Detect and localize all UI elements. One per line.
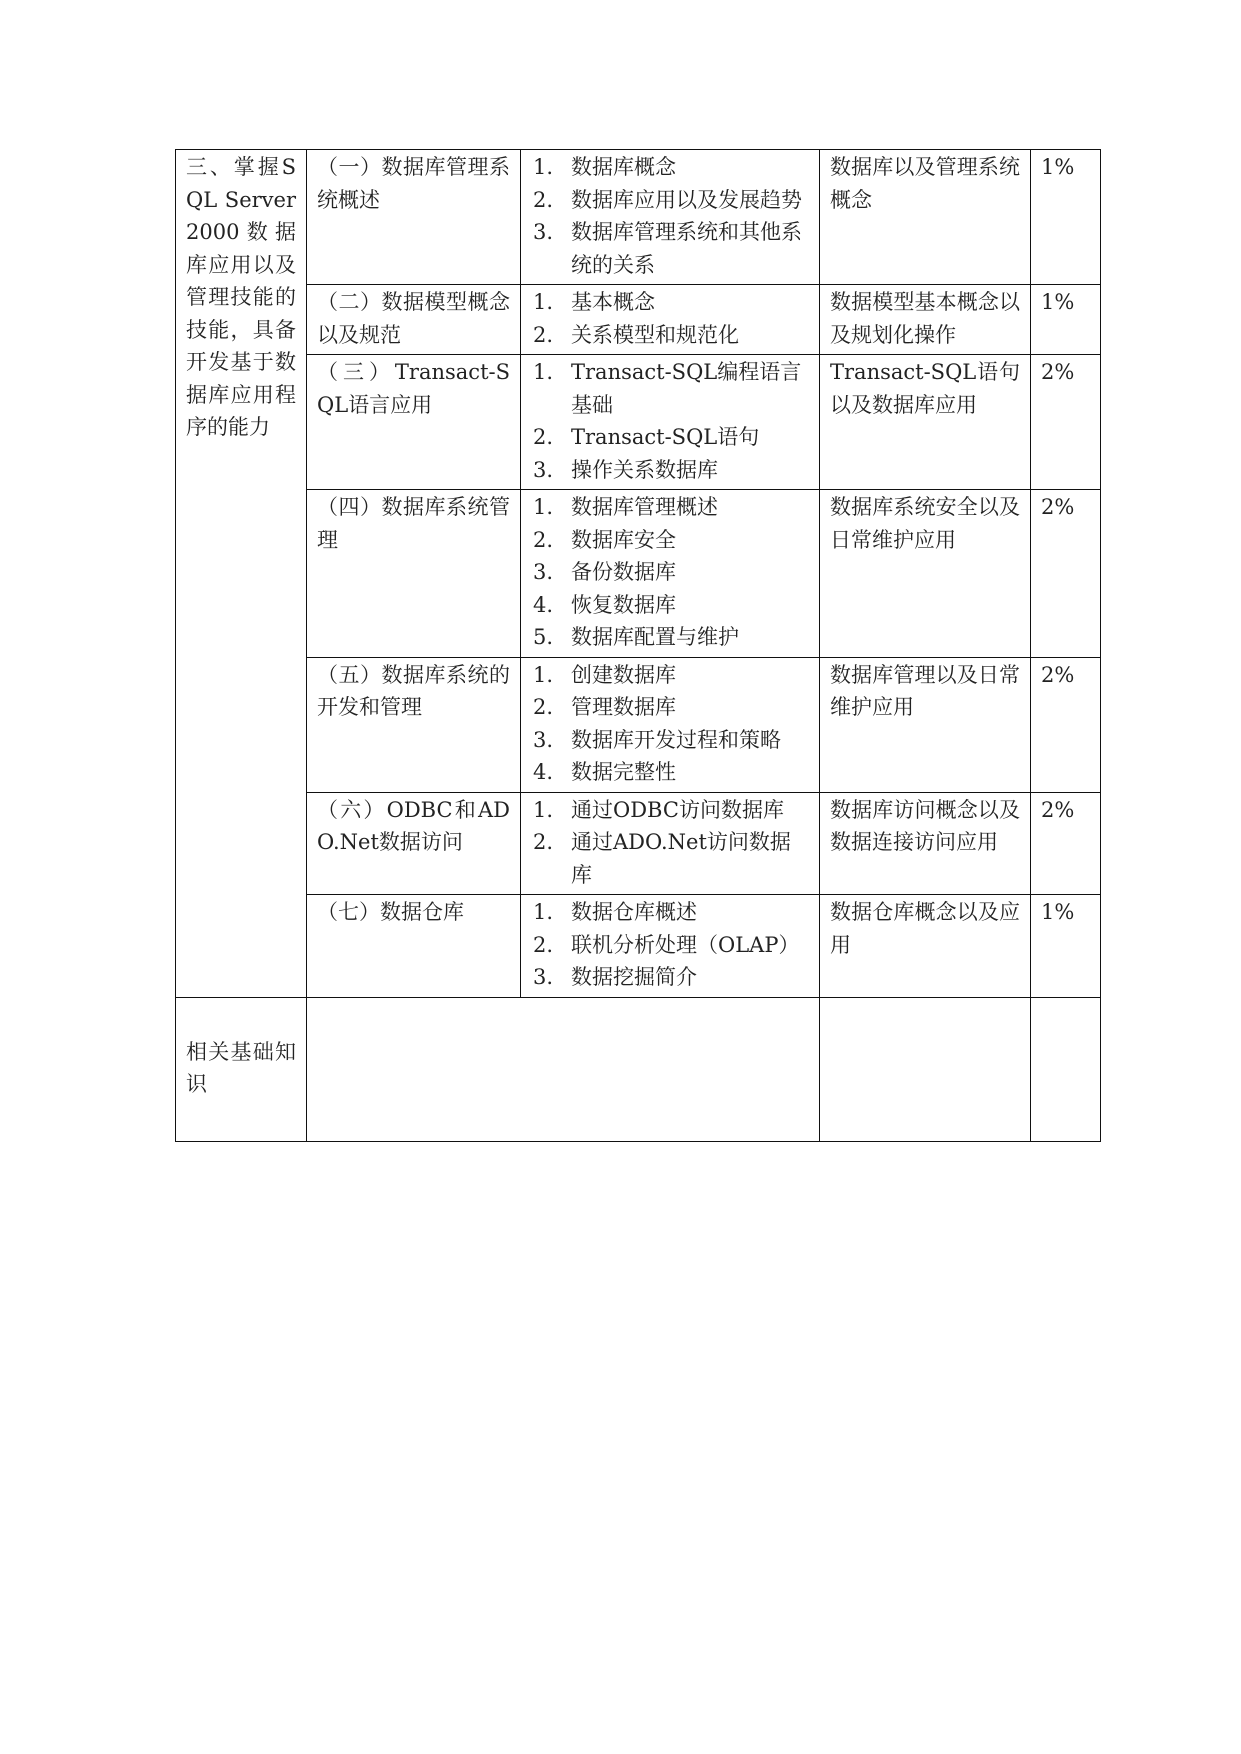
unit-cell (307, 657, 521, 792)
unit-cell (307, 490, 521, 658)
point-item: 2. 联机分析处理（OLAP） (533, 932, 800, 957)
table-row (176, 997, 1101, 1141)
points-cell (521, 355, 820, 490)
empty-cell (820, 997, 1031, 1141)
weight-cell (1031, 792, 1101, 895)
unit-text: （三）Transact-SQL语言应用 (317, 360, 510, 417)
point-item: 4. 恢复数据库 (533, 592, 676, 617)
requirement-cell (820, 657, 1031, 792)
points-cell (521, 285, 820, 355)
points-cell (521, 150, 820, 285)
points-list (531, 794, 809, 892)
weight-text: 1% (1041, 900, 1075, 924)
table-row (176, 285, 1101, 355)
requirement-text: 数据库系统安全以及日常维护应用 (830, 495, 1020, 552)
weight-cell (1031, 895, 1101, 998)
weight-text: 1% (1041, 155, 1075, 179)
unit-cell (307, 792, 521, 895)
weight-text: 2% (1041, 360, 1075, 384)
point-item: 2. 管理数据库 (533, 695, 676, 719)
weight-cell (1031, 490, 1101, 658)
point-item: 3. 数据库开发过程和策略 (533, 727, 781, 752)
points-list (531, 356, 809, 486)
weight-text: 1% (1041, 290, 1075, 314)
table-row (176, 792, 1101, 895)
point-item: 2. Transact-SQL语句 (533, 425, 760, 449)
point-item: 1. 通过ODBC访问数据库 (533, 797, 784, 822)
weight-text: 2% (1041, 797, 1075, 822)
weight-cell (1031, 150, 1101, 285)
table-row (176, 355, 1101, 490)
unit-cell (307, 150, 521, 285)
syllabus-table (175, 149, 1101, 1142)
points-list (531, 151, 809, 281)
point-item: 2. 通过ADO.Net访问数据库 (533, 830, 791, 887)
points-cell (521, 895, 820, 998)
requirement-cell (820, 150, 1031, 285)
point-item: 5. 数据库配置与维护 (533, 625, 739, 649)
main-topic-text: 三、掌握SQL Server 2000数据库应用以及管理技能的技能，具备开发基于数据库应用程序的能力 (186, 155, 296, 439)
empty-cell (1031, 997, 1101, 1141)
points-list (531, 491, 809, 654)
point-item: 3. 数据库管理系统和其他系统的关系 (533, 220, 802, 277)
empty-cell (307, 997, 820, 1141)
requirement-text: 数据库访问概念以及数据连接访问应用 (830, 797, 1020, 854)
points-list (531, 896, 809, 994)
requirement-cell (820, 792, 1031, 895)
requirement-text: 数据模型基本概念以及规划化操作 (830, 290, 1020, 347)
table-row (176, 895, 1101, 998)
unit-cell (307, 285, 521, 355)
requirement-cell (820, 285, 1031, 355)
weight-text: 2% (1041, 495, 1075, 519)
requirement-cell (820, 895, 1031, 998)
point-item: 1. Transact-SQL编程语言基础 (533, 360, 802, 417)
requirement-text: 数据库以及管理系统概念 (830, 155, 1020, 212)
point-item: 3. 备份数据库 (533, 560, 676, 584)
requirement-text: 数据库管理以及日常维护应用 (830, 662, 1020, 719)
table-row (176, 657, 1101, 792)
points-cell (521, 657, 820, 792)
unit-cell (307, 355, 521, 490)
point-item: 2. 数据库安全 (533, 527, 676, 552)
unit-text: （六）ODBC和ADO.Net数据访问 (317, 797, 510, 854)
unit-text: （二）数据模型概念以及规范 (317, 290, 510, 347)
table-row (176, 490, 1101, 658)
weight-text: 2% (1041, 662, 1075, 687)
point-item: 1. 数据库管理概述 (533, 495, 718, 519)
unit-text: （四）数据库系统管理 (317, 495, 510, 552)
unit-cell (307, 895, 521, 998)
unit-text: （一）数据库管理系统概述 (317, 155, 510, 212)
weight-cell (1031, 657, 1101, 792)
unit-text: （七）数据仓库 (317, 900, 464, 924)
point-item: 2. 关系模型和规范化 (533, 322, 739, 347)
main-topic-cell (176, 150, 307, 998)
weight-cell (1031, 285, 1101, 355)
point-item: 3. 数据挖掘简介 (533, 965, 697, 989)
unit-text: （五）数据库系统的开发和管理 (317, 662, 510, 719)
requirement-cell (820, 355, 1031, 490)
requirement-cell (820, 490, 1031, 658)
point-item: 1. 创建数据库 (533, 662, 676, 687)
point-item: 1. 基本概念 (533, 290, 655, 314)
point-item: 4. 数据完整性 (533, 760, 676, 784)
point-item: 1. 数据仓库概述 (533, 900, 697, 924)
table-row (176, 150, 1101, 285)
requirement-text: Transact-SQL语句以及数据库应用 (830, 360, 1020, 417)
requirement-text: 数据仓库概念以及应用 (830, 900, 1020, 957)
points-cell (521, 490, 820, 658)
footer-topic-text: 相关基础知识 (186, 1039, 296, 1096)
points-cell (521, 792, 820, 895)
footer-topic-cell (176, 997, 307, 1141)
points-list (531, 659, 809, 789)
point-item: 1. 数据库概念 (533, 155, 676, 179)
points-list (531, 286, 809, 351)
weight-cell (1031, 355, 1101, 490)
point-item: 3. 操作关系数据库 (533, 457, 718, 482)
point-item: 2. 数据库应用以及发展趋势 (533, 187, 802, 212)
